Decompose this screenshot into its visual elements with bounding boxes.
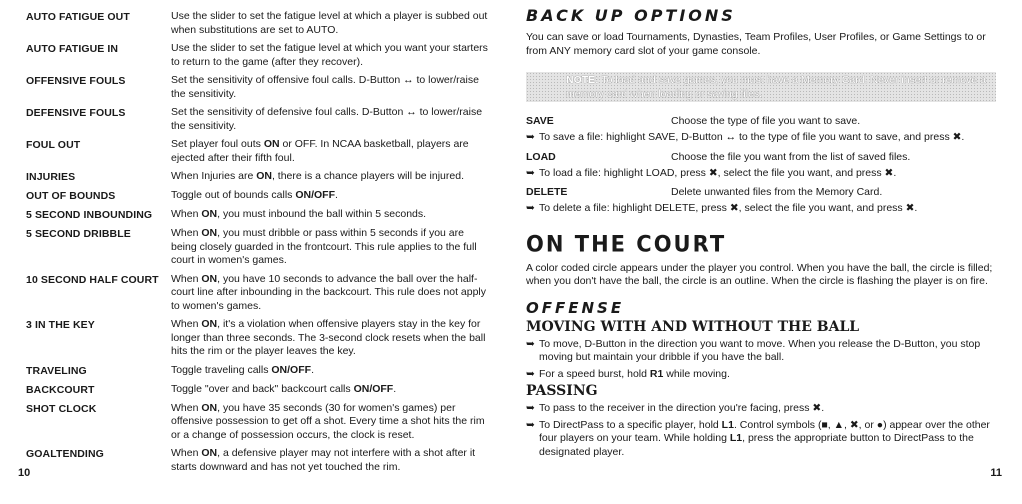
setting-term: 3 IN THE KEY — [26, 319, 95, 331]
text-run: . — [393, 382, 397, 395]
bold-run: ON — [256, 170, 272, 182]
bold-run: ON — [201, 227, 218, 239]
text-run: Toggle out of bounds calls — [171, 189, 296, 201]
text-run: . — [335, 189, 338, 201]
setting-row — [26, 189, 492, 203]
text-run: When — [171, 318, 202, 330]
note-label: NOTE: — [566, 74, 599, 86]
bold-run: ON/OFF — [353, 382, 394, 395]
passing-bullets — [526, 402, 996, 459]
setting-term: 5 SECOND DRIBBLE — [26, 228, 131, 240]
arrow-bullet-icon: ➥ — [526, 166, 535, 179]
setting-term: SHOT CLOCK — [26, 402, 97, 415]
setting-definition — [171, 273, 492, 314]
setting-row — [26, 74, 492, 101]
bold-run: R1 — [649, 367, 664, 380]
setting-definition — [171, 10, 492, 37]
setting-term: GOALTENDING — [26, 448, 104, 460]
text-run: When Injuries are — [171, 170, 257, 182]
setting-term: INJURIES — [26, 171, 76, 183]
text-run: Set the sensitivity of offensive foul calls. D-Button ↔ to lower/raise the sensitivity. — [171, 74, 479, 100]
setting-row — [26, 208, 492, 222]
setting-row — [26, 318, 492, 359]
on-the-court-text: A color coded circle appears under the player you control. When you have the ball, the circle is filled; when you don't have the ball, the circle is an outline. When the circle is flashing the player is on fire. — [526, 261, 993, 287]
text-run: Toggle traveling calls — [171, 363, 272, 376]
settings-list — [26, 10, 492, 479]
right-page — [511, 0, 1022, 504]
backup-option-desc: Delete unwanted files from the Memory Card. — [671, 186, 883, 198]
arrow-bullet-icon: ➥ — [526, 402, 535, 414]
moving-heading: MOVING WITH AND WITHOUT THE BALL — [526, 318, 860, 335]
arrow-bullet-icon: ➥ — [526, 367, 535, 380]
setting-definition — [171, 106, 492, 133]
text-run: . Control symbols (■, ▲, ✖, or ●) appear over the other four players on your team. While holding — [539, 418, 990, 444]
text-run: To DirectPass to a specific player, hold — [539, 418, 722, 431]
bold-run: L1 — [721, 418, 734, 431]
setting-definition — [171, 74, 492, 101]
setting-definition — [171, 227, 492, 268]
setting-definition — [171, 447, 492, 474]
setting-term: DEFENSIVE FOULS — [26, 107, 126, 119]
bullet-item — [526, 402, 996, 416]
backup-option-desc: Choose the file you want from the list of saved files. — [671, 150, 911, 163]
text-run: When — [171, 208, 202, 220]
bullet-item — [526, 338, 996, 365]
text-run: Use the slider to set the fatigue level at which you want your starters to return to the game (after they recover). — [171, 42, 488, 68]
moving-bullets — [526, 338, 996, 382]
bullet-text: To load a file: highlight LOAD, press ✖, select the file you want, and press ✖. — [539, 166, 897, 179]
text-run: When — [171, 272, 202, 285]
setting-term: OFFENSIVE FOULS — [26, 75, 126, 87]
backup-option-desc: Choose the type of file you want to save. — [671, 115, 861, 127]
backup-option-bullet — [526, 131, 996, 145]
text-run: For a speed burst, hold — [539, 367, 650, 380]
on-the-court-heading: ON THE COURT — [526, 230, 727, 257]
page-number-left: 10 — [18, 467, 31, 479]
setting-row — [26, 364, 492, 378]
setting-term: 10 SECOND HALF COURT — [26, 273, 159, 286]
setting-definition — [171, 364, 492, 378]
arrow-bullet-icon: ➥ — [526, 131, 535, 143]
setting-definition — [171, 383, 492, 397]
text-run: Toggle "over and back" backcourt calls — [171, 382, 354, 395]
bold-run: L1 — [729, 432, 743, 444]
text-run: When — [171, 447, 202, 459]
note-box — [526, 72, 996, 102]
backup-options-list — [526, 114, 996, 216]
setting-row — [26, 227, 492, 268]
setting-row — [26, 273, 492, 314]
backup-option-term: DELETE — [526, 186, 568, 198]
backup-option-row — [526, 185, 996, 199]
backup-option-row — [526, 114, 996, 128]
setting-row — [26, 10, 492, 37]
backup-intro: You can save or load Tournaments, Dynasties, Team Profiles, User Profiles, or Game Settings to or from ANY memory card slot of your game console. — [526, 31, 986, 57]
setting-definition — [171, 42, 492, 69]
setting-definition — [171, 170, 492, 184]
text-run: Set player foul outs — [171, 138, 264, 150]
text-run: , you have 35 seconds (30 for women's games) per offensive possession to get off a shot. Every time a shot hits the rim or a change of possession occurs, the clock is reset. — [171, 401, 485, 441]
text-run: Use the slider to set the fatigue level at which a player is subbed out when substitutions are set to AUTO. — [171, 10, 488, 36]
setting-term: 5 SECOND INBOUNDING — [26, 209, 153, 221]
text-run: . — [311, 363, 314, 376]
setting-definition — [171, 318, 492, 359]
text-run: or OFF. In NCAA basketball, players are ejected after their fifth foul. — [171, 138, 469, 164]
setting-term: OUT OF BOUNDS — [26, 190, 116, 202]
text-run: , it's a violation when offensive players stay in the key for longer than three seconds. The 3-second clock resets when the ball hits the rim or the player leaves the key. — [171, 318, 486, 357]
page-number-right: 11 — [990, 467, 1002, 479]
bold-run: ON — [201, 401, 218, 414]
text-run: , a defensive player may not interfere with a shot after it starts downward and has not yet touched the rim. — [171, 447, 476, 473]
setting-term: BACKCOURT — [26, 383, 95, 396]
arrow-bullet-icon: ➥ — [526, 337, 535, 350]
text-run: When — [171, 401, 202, 414]
setting-term: AUTO FATIGUE OUT — [26, 11, 130, 23]
setting-row — [26, 170, 492, 184]
arrow-bullet-icon: ➥ — [526, 202, 535, 214]
setting-definition — [171, 208, 492, 222]
setting-definition — [171, 189, 492, 203]
text-run: , you have 10 seconds to advance the ball over the half-court line after inbounding in the backcourt. This rule does not apply to women's games. — [171, 272, 486, 312]
backup-option-term: LOAD — [526, 150, 556, 163]
text-run: , press the appropriate button to DirectPass to the designated player. — [539, 432, 974, 458]
passing-heading: PASSING — [526, 383, 598, 399]
bullet-text: To save a file: highlight SAVE, D-Button ↔ to the type of file you want to save, and press ✖. — [539, 131, 965, 143]
bold-run: ON — [263, 138, 280, 150]
arrow-bullet-icon: ➥ — [526, 418, 535, 431]
setting-row — [26, 42, 492, 69]
note-text: To load and save games, you must have a Memory Card. Never insert or remove a memory card when loading or saving files. — [566, 74, 986, 100]
backup-option-term: SAVE — [526, 115, 554, 127]
text-run: , you must inbound the ball within 5 seconds. — [217, 208, 427, 220]
backup-option-row — [526, 150, 996, 164]
setting-term: AUTO FATIGUE IN — [26, 43, 119, 55]
bold-run: ON/OFF — [271, 363, 312, 376]
bullet-text: To delete a file: highlight DELETE, press ✖, select the file you want, and press ✖. — [539, 202, 918, 214]
offense-heading: OFFENSE — [526, 298, 625, 317]
setting-row — [26, 447, 492, 474]
bold-run: ON — [201, 318, 218, 330]
text-run: To move, D-Button in the direction you want to move. When you release the D-Button, you stop moving but maintain your dribble if you have the ball. — [539, 337, 981, 363]
setting-definition — [171, 402, 492, 443]
bold-run: ON — [201, 208, 218, 220]
bold-run: ON — [201, 272, 218, 285]
bullet-item — [526, 419, 996, 460]
setting-definition — [171, 138, 492, 165]
text-run: To pass to the receiver in the direction you're facing, press ✖. — [539, 402, 825, 414]
bold-run: ON — [201, 447, 218, 459]
setting-term: TRAVELING — [26, 364, 87, 377]
setting-row — [26, 106, 492, 133]
bold-run: ON/OFF — [295, 189, 336, 201]
text-run: while moving. — [663, 367, 730, 380]
setting-row — [26, 383, 492, 397]
text-run: When — [171, 227, 202, 239]
backup-option-bullet — [526, 202, 996, 216]
text-run: Set the sensitivity of defensive foul calls. D-Button ↔ to lower/raise the sensitivity. — [171, 106, 483, 132]
backup-option-bullet — [526, 167, 996, 181]
setting-row — [26, 402, 492, 443]
bullet-item — [526, 368, 996, 382]
setting-term: FOUL OUT — [26, 139, 81, 151]
text-run: , you must dribble or pass within 5 seconds if you are being closely guarded in the frontcourt. This rule applies to the full court in women's games. — [171, 227, 477, 266]
text-run: , there is a chance players will be injured. — [271, 170, 464, 182]
setting-row — [26, 138, 492, 165]
backup-options-heading: BACK UP OPTIONS — [526, 6, 736, 25]
